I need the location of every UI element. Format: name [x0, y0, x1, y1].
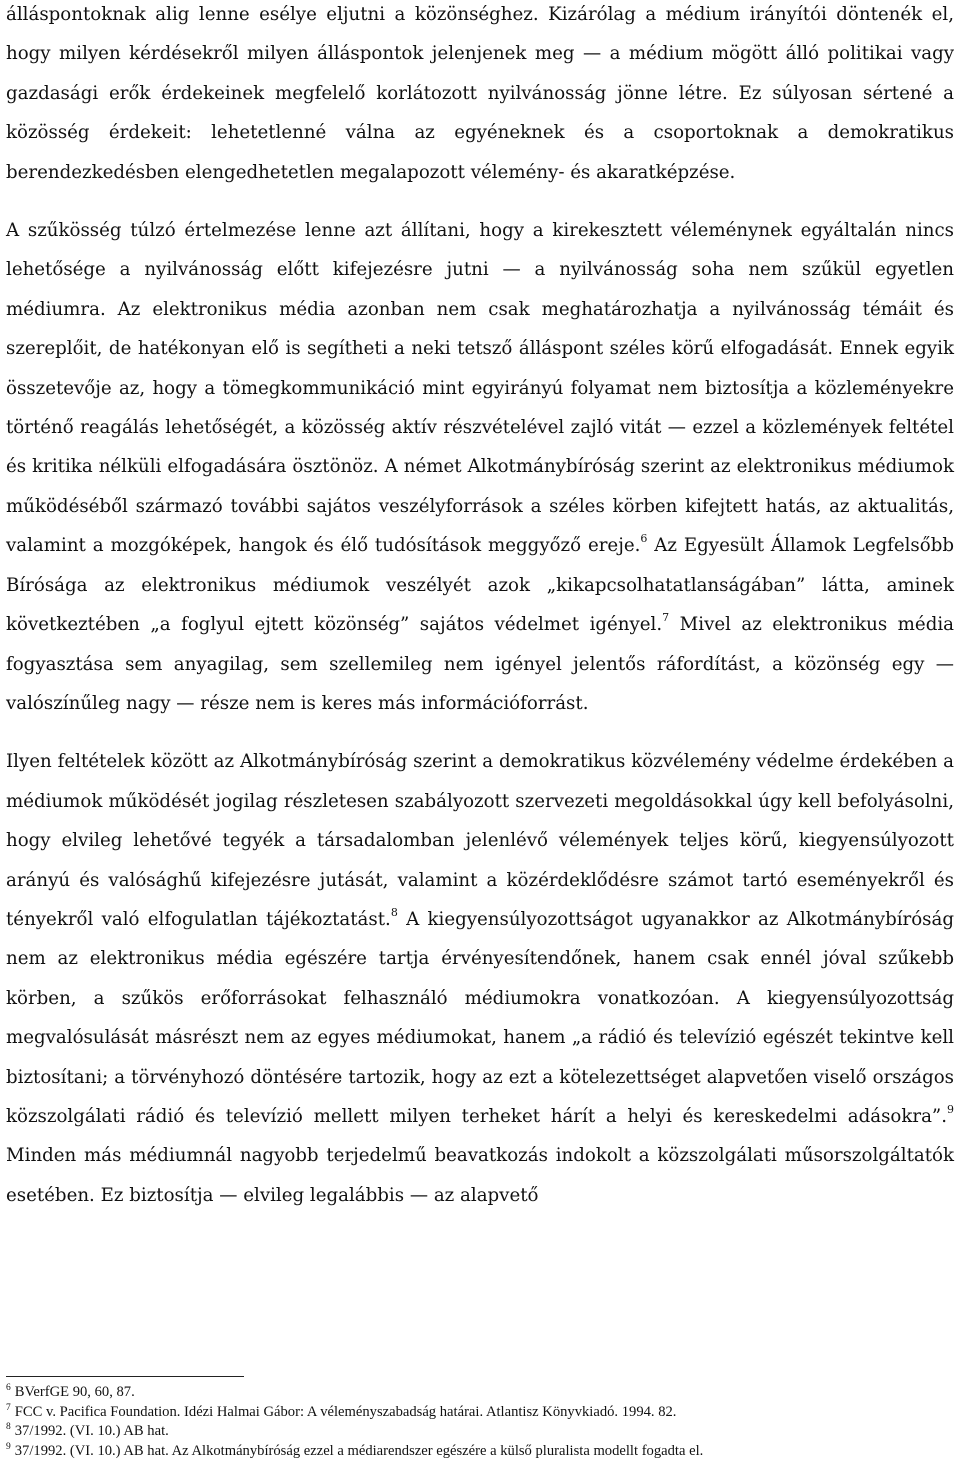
footnote-text: BVerfGE 90, 60, 87. — [14, 1384, 135, 1400]
paragraph-2-text-b: Az Egyesült Államok Legfelsőbb Bírósága az elektronikus médiumok veszélyét azok „kikapcsolhatatlanságában” látta, aminek következtében „a foglyul ejtett közönség” sajátos védelmet igényel. — [6, 535, 954, 636]
footnote-ref-9[interactable]: 9 — [947, 1102, 954, 1116]
paragraph-2-text-a: A szűkösség túlzó értelmezése lenne azt állítani, hogy a kirekesztett véleménynek egyáltalán nincs lehetősége a nyilvánosság előtt kifejezésre jutni — a nyilvánosság soha nem szűkül egyetlen médiumra. Az elektronikus média azonban nem csak meghatározhatja a nyilvánosság témáit és szereplőit, de hatékonyan elő is segítheti a neki tetsző álláspont széles körű elfogadását. Ennek egyik összetevője az, hogy a tömegkommunikáció mint egyirányú folyamat nem biztosítja a közleményekre történő reagálás lehetőségét, a közösség aktív részvételével zajló vitát — ezzel a közlemények feltétel és kritika nélküli elfogadására ösztönöz. A német Alkotmánybíróság szerint az elektronikus médiumok működéséből származó további sajátos veszélyforrások a széles körben kifejtett hatás, az aktualitás, valamint a mozgóképek, hangok és élő tudósítások meggyőző ereje. — [6, 220, 954, 557]
paragraph-2-text-c: Mivel az elektronikus média fogyasztása sem anyagilag, sem szellemileg nem igényel jelentős ráfordítást, a közönség egy — valószínűleg nagy — része nem is keres más információforrást. — [6, 614, 954, 714]
footnote-number: 6 — [6, 1383, 11, 1394]
paragraph-3-text-c: Minden más médiumnál nagyobb terjedelmű beavatkozás indokolt a közszolgálati műsorszolgáltatók esetében. Ez biztosítja — elvileg legalábbis — az alapvető — [6, 1145, 954, 1206]
footnote-separator — [6, 1376, 244, 1377]
footnote-ref-8[interactable]: 8 — [390, 905, 398, 919]
footnotes — [6, 1383, 946, 1461]
footnote-9 — [6, 1442, 946, 1462]
paragraph-2 — [6, 211, 954, 723]
footnote-7 — [6, 1403, 946, 1423]
footnote-number: 7 — [6, 1402, 11, 1413]
footnote-text: 37/1992. (VI. 10.) AB hat. Az Alkotmánybíróság ezzel a médiarendszer egészére a külső pluralista modellt fogadta el. — [14, 1442, 704, 1459]
paragraph-3 — [6, 742, 954, 1215]
footnote-ref-7[interactable]: 7 — [662, 611, 670, 625]
paragraph-3-text-b: A kiegyensúlyozottságot ugyanakkor az Alkotmánybíróság nem az elektronikus média egészére tartja érvényesítendőnek, hanem csak ennél jóval szűkebb körben, a szűkös erőforrásokat felhasználó médiumokra vonatkozóan. A kiegyensúlyozottság megvalósulását másrészt nem az egyes médiumokat, hanem „a rádió és televízió egészét tekintve kell biztosítani; a törvényhozó döntésére tartozik, hogy az ezt a kötelezettséget alapvetően viselő országos közszolgálati rádió és televízió mellett milyen terheket hárít a helyi és kereskedelmi adásokra”. — [6, 908, 954, 1127]
paragraph-1: álláspontoknak alig lenne esélye eljutni a közönséghez. Kizárólag a médium irányítói döntenék el, hogy milyen kérdésekről milyen álláspontok jelenjenek meg — a médium mögött álló politikai vagy gazdasági erők érdekeinek megfelelő korlátozott nyilvánosság jönne létre. Ez súlyosan sértené a közösség érdekeit: lehetetlenné válna az egyéneknek és a csoportoknak a demokratikus berendezkedésben elengedhetetlen megalapozott vélemény- és akaratképzése. — [6, 4, 954, 183]
footnote-number: 9 — [6, 1441, 11, 1452]
footnote-ref-6[interactable]: 6 — [640, 532, 648, 546]
footnote-number: 8 — [6, 1422, 11, 1433]
footnote-8 — [6, 1422, 946, 1442]
paragraph-3-text-a: Ilyen feltételek között az Alkotmánybíróság szerint a demokratikus közvélemény védelme érdekében a médiumok működését jogilag részletesen szabályozott szervezeti megoldásokkal úgy kell befolyásolni, hogy elvileg lehetővé tegyék a társadalomban jelenlévő vélemények teljes körű, kiegyensúlyozott arányú és valósághű kifejezésre jutását, valamint a közérdeklődésre számot tartó eseményekről és tényekről való elfogulatlan tájékoztatást. — [6, 751, 954, 930]
footnote-text: 37/1992. (VI. 10.) AB hat. — [14, 1423, 169, 1440]
footnote-6 — [6, 1383, 946, 1403]
footnote-text: FCC v. Pacifica Foundation. Idézi Halmai Gábor: A véleményszabadság határai. Atlantisz Könyvkiadó. 1994. 82. — [14, 1403, 677, 1420]
